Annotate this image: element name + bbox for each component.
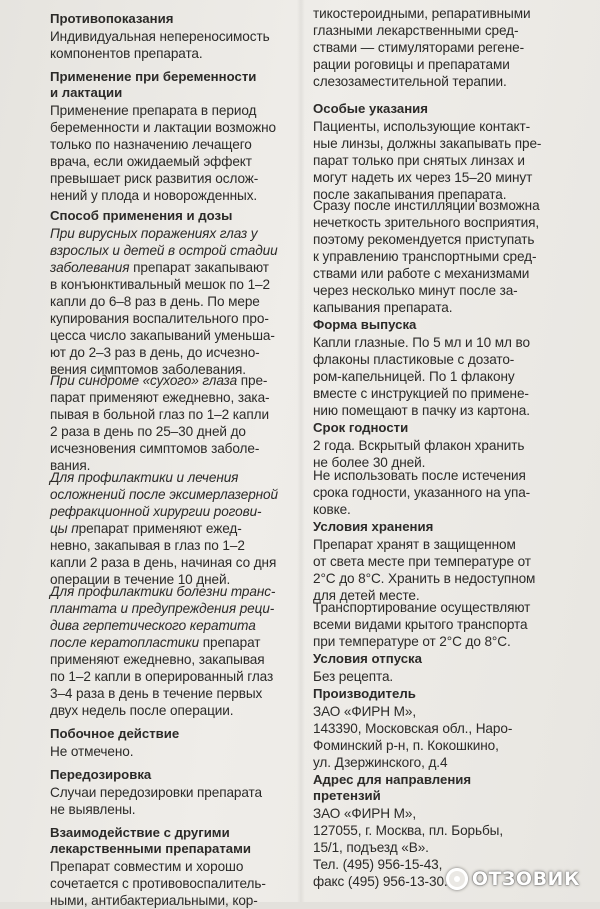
text-line: нений у плода и новорожденных. bbox=[50, 188, 258, 203]
section-heading: претензий bbox=[313, 788, 381, 803]
text-line: вания. bbox=[50, 458, 91, 473]
text-line: капывания препарата. bbox=[313, 300, 453, 315]
text-line: всеми видами крытого транспорта bbox=[313, 617, 528, 632]
text-line: в конъюнктивальный мешок по 1–2 bbox=[50, 277, 270, 292]
text-line: Случаи передозировки препарата bbox=[50, 785, 262, 800]
text-line: заболевания препарат закапывают bbox=[50, 260, 269, 275]
text-line: взрослых и детей в острой стадии bbox=[50, 243, 278, 258]
text-line: срока годности, указанного на упа- bbox=[313, 485, 531, 500]
section-heading: Форма выпуска bbox=[313, 317, 417, 332]
text-line: цесса число закапываний уменьша- bbox=[50, 328, 275, 343]
text-line: 2°С до 8°С. Хранить в недоступном bbox=[313, 571, 536, 586]
text-line: Препарат хранят в защищенном bbox=[313, 537, 516, 552]
text-line: вения симптомов заболевания. bbox=[50, 362, 246, 377]
text-line: ют до 2–3 раз в день, до исчезно- bbox=[50, 345, 260, 360]
section-heading: Применение при беременности bbox=[50, 69, 257, 84]
text-line: парат применяют ежедневно, зака- bbox=[50, 390, 270, 405]
text-line: рефракционной хирургии рогови- bbox=[50, 504, 262, 519]
text-line: ствами или работе с механизмами bbox=[313, 266, 530, 281]
text-line: применяют ежедневно, закапывая bbox=[50, 652, 265, 667]
text-line: только по назначению лечащего bbox=[50, 137, 252, 152]
section-heading: Адрес для направления bbox=[313, 772, 472, 787]
text-line: тикостероидными, репаративными bbox=[313, 6, 531, 21]
text-line: по 1–2 капли в оперированный глаз bbox=[50, 669, 274, 684]
text-line: парат только при снятых линзах и bbox=[313, 153, 525, 168]
section-heading: Передозировка bbox=[50, 767, 152, 782]
text-line: ные линзы, должны закапывать пре- bbox=[313, 136, 542, 151]
text-line: Транспортирование осуществляют bbox=[313, 600, 531, 615]
text-line: после закапывания препарата. bbox=[313, 187, 507, 202]
section-heading: Условия хранения bbox=[313, 519, 434, 534]
otzovik-watermark bbox=[446, 868, 580, 890]
text-line: Для профилактики болезни транс- bbox=[50, 584, 276, 599]
text-line: Сразу после инстилляции возможна bbox=[313, 198, 540, 213]
text-line: Капли глазные. По 5 мл и 10 мл во bbox=[313, 335, 530, 350]
section-heading: Особые указания bbox=[313, 101, 428, 116]
text-line: Пациенты, использующие контакт- bbox=[313, 119, 531, 134]
section-heading: Побочное действие bbox=[50, 726, 180, 741]
text-line: беременности и лактации возможно bbox=[50, 120, 276, 135]
text-line: Не отмечено. bbox=[50, 744, 134, 759]
text-line: Фоминский р-н, п. Кокошкино, bbox=[313, 738, 499, 753]
text-line: ул. Дзержинского, д.4 bbox=[313, 755, 448, 770]
section-heading: Взаимодействие с другими bbox=[50, 825, 230, 840]
text-line: Индивидуальная непереносимость bbox=[50, 29, 270, 44]
section-heading: и лактации bbox=[50, 85, 123, 100]
text-line: ром-капельницей. По 1 флакону bbox=[313, 369, 515, 384]
text-line: не более 30 дней. bbox=[313, 455, 426, 470]
text-line: компонентов препарата. bbox=[50, 46, 203, 61]
text-line: плантата и предупреждения реци- bbox=[50, 601, 275, 616]
text-line: факс (495) 956-13-30. bbox=[313, 874, 448, 889]
text-line: Препарат совместим и хорошо bbox=[50, 859, 244, 874]
section-heading: Производитель bbox=[313, 686, 416, 701]
text-line: 2 года. Вскрытый флакон хранить bbox=[313, 438, 525, 453]
text-line: ными, антибактериальными, кор- bbox=[50, 893, 258, 908]
section-heading: Способ применения и дозы bbox=[50, 208, 233, 223]
text-line: капли до 6–8 раз в день. По мере bbox=[50, 294, 260, 309]
text-line: исчезновения симптомов заболе- bbox=[50, 441, 260, 456]
text-line: глазными лекарственными сред- bbox=[313, 23, 519, 38]
section-heading: Противопоказания bbox=[50, 11, 174, 26]
text-line: купирования воспалительного про- bbox=[50, 311, 269, 326]
text-line: превышает риск развития ослож- bbox=[50, 171, 259, 186]
text-line: могут надеть их через 15–20 минут bbox=[313, 170, 533, 185]
text-line: Применение препарата в период bbox=[50, 103, 257, 118]
text-line: нечеткость зрительного восприятия, bbox=[313, 215, 540, 230]
text-line: к управлению транспортными сред- bbox=[313, 249, 537, 264]
text-line: не выявлены. bbox=[50, 802, 136, 817]
text-line: ЗАО «ФИРН М», bbox=[313, 806, 417, 821]
section-heading: Условия отпуска bbox=[313, 651, 422, 666]
text-line: Не использовать после истечения bbox=[313, 468, 526, 483]
section-heading: Срок годности bbox=[313, 420, 409, 435]
text-line: пывая в больной глаз по 1–2 капли bbox=[50, 407, 269, 422]
text-line: от света месте при температуре от bbox=[313, 554, 531, 569]
text-line: поэтому рекомендуется приступать bbox=[313, 232, 535, 247]
otzovik-logo-icon bbox=[446, 868, 468, 890]
text-line: ЗАО «ФИРН М», bbox=[313, 704, 417, 719]
text-line: флаконы пластиковые с дозато- bbox=[313, 352, 515, 367]
text-line: слезозаместительной терапии. bbox=[313, 74, 507, 89]
text-line: 15/1, подъезд «В». bbox=[313, 840, 429, 855]
text-line: При синдроме «сухого» глаза пре- bbox=[50, 373, 268, 388]
text-line: дива герпетического кератита bbox=[50, 618, 256, 633]
text-line: при температуре от 2°С до 8°С. bbox=[313, 634, 511, 649]
text-line: цы препарат применяют ежед- bbox=[50, 521, 242, 536]
text-line: 2 раза в день по 25–30 дней до bbox=[50, 424, 246, 439]
page-fold bbox=[297, 0, 305, 902]
text-line: ствами — стимуляторами регене- bbox=[313, 40, 525, 55]
text-line: двух недель после операции. bbox=[50, 703, 234, 718]
text-line: нию помещают в пачку из картона. bbox=[313, 403, 530, 418]
text-line: При вирусных поражениях глаз у bbox=[50, 226, 258, 241]
text-line: вместе с инструкцией по примене- bbox=[313, 386, 529, 401]
section-heading: лекарственными препаратами bbox=[50, 841, 252, 856]
text-line: рации роговицы и препаратами bbox=[313, 57, 510, 72]
text-line: капли 2 раза в день, начиная со дня bbox=[50, 555, 277, 570]
text-line: 127055, г. Москва, пл. Борьбы, bbox=[313, 823, 504, 838]
watermark-text: ОТЗОВИК bbox=[471, 868, 580, 890]
text-line: Для профилактики и лечения bbox=[50, 470, 239, 485]
text-line: 143390, Московская обл., Наро- bbox=[313, 721, 513, 736]
text-line: для детей месте. bbox=[313, 588, 420, 603]
text-line: 3–4 раза в день в течение первых bbox=[50, 686, 263, 701]
text-line: Тел. (495) 956-15-43, bbox=[313, 857, 443, 872]
text-line: невно, закапывая в глаз по 1–2 bbox=[50, 538, 245, 553]
text-line: ковке. bbox=[313, 502, 351, 517]
text-line: Без рецепта. bbox=[313, 669, 394, 684]
text-line: врача, если ожидаемый эффект bbox=[50, 154, 252, 169]
text-line: сочетается с противовоспалитель- bbox=[50, 876, 266, 891]
text-line: после кератопластики препарат bbox=[50, 635, 261, 650]
text-line: операции в течение 10 дней. bbox=[50, 572, 231, 587]
text-line: через несколько минут после за- bbox=[313, 283, 518, 298]
text-line: осложнений после эксимерлазерной bbox=[50, 487, 278, 502]
